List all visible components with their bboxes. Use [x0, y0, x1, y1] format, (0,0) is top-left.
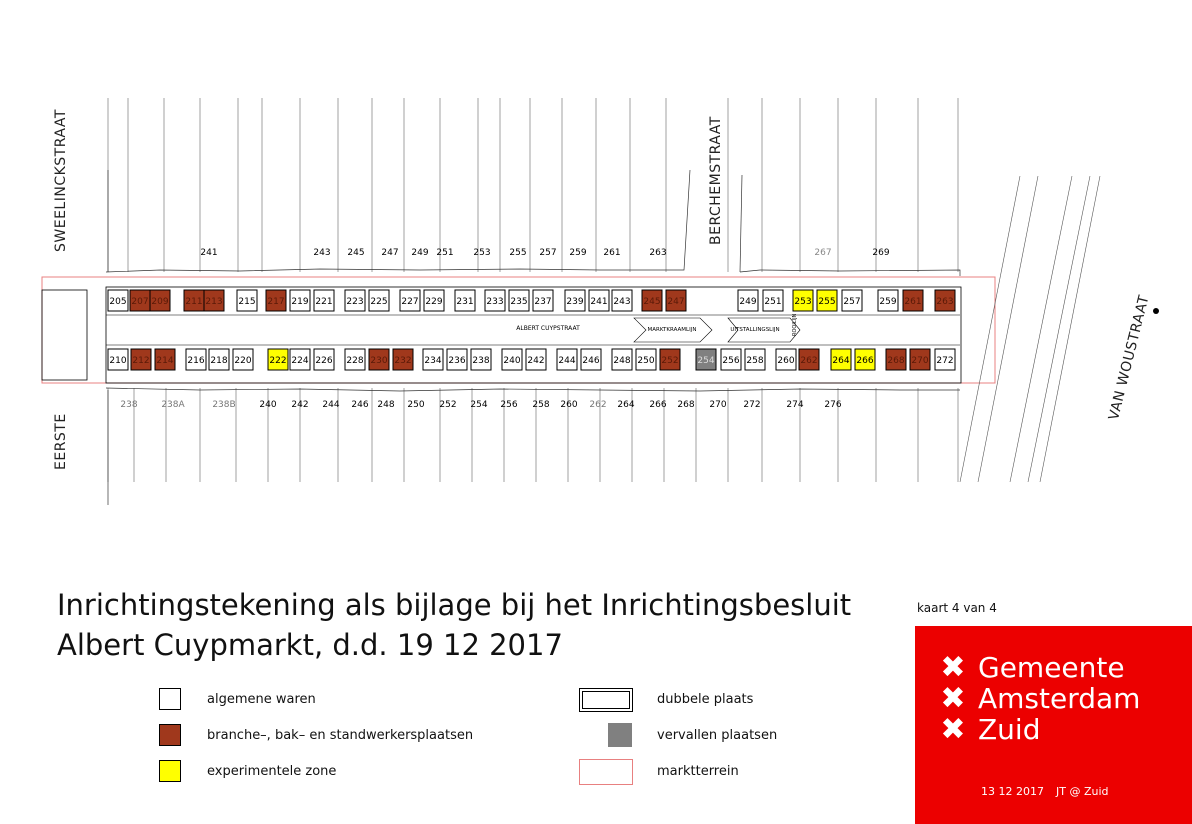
stall-number: 266 — [856, 356, 874, 366]
albert-cuypstraat-label: ALBERT CUYPSTRAAT — [516, 325, 580, 332]
stall-236 — [447, 349, 467, 370]
stall-228 — [345, 349, 365, 370]
footer-date: 13 12 2017 — [981, 785, 1044, 798]
stall-262 — [799, 349, 819, 370]
house-number: 248 — [377, 400, 395, 410]
stall-number: 210 — [109, 356, 127, 366]
stall-226 — [314, 349, 334, 370]
stall-number: 263 — [936, 297, 954, 307]
logo-line-2 — [940, 681, 1140, 716]
stall-212 — [131, 349, 151, 370]
stall-number: 216 — [187, 356, 205, 366]
house-number: 238A — [161, 400, 185, 410]
stall-239 — [565, 290, 585, 311]
stall-number: 232 — [394, 356, 412, 366]
house-number: 268 — [677, 400, 695, 410]
stall-number: 215 — [238, 297, 256, 307]
facade-lines — [106, 170, 960, 505]
stall-220 — [233, 349, 253, 370]
street-label-sweelinckstraat: SWEELINCKSTRAAT — [53, 109, 69, 252]
stall-number: 256 — [722, 356, 740, 366]
stall-number: 234 — [424, 356, 442, 366]
house-number: 258 — [532, 400, 550, 410]
stall-number: 252 — [661, 356, 679, 366]
stall-number: 205 — [109, 297, 127, 307]
rail-line — [1010, 176, 1072, 482]
stall-257 — [842, 290, 862, 311]
legend-swatch-algemeen — [159, 688, 181, 710]
stall-number: 233 — [486, 297, 504, 307]
legend-label-dubbel: dubbele plaats — [657, 692, 754, 707]
stall-246 — [581, 349, 601, 370]
stall-245 — [642, 290, 662, 311]
stall-243 — [612, 290, 632, 311]
stall-number: 214 — [156, 356, 174, 366]
stall-number: 217 — [267, 297, 285, 307]
rail-line — [1028, 176, 1090, 482]
stall-number: 251 — [764, 297, 782, 307]
legend-swatch-experimenteel — [159, 760, 181, 782]
stall-number: 209 — [151, 297, 169, 307]
stall-number: 218 — [210, 356, 228, 366]
stall-259 — [878, 290, 898, 311]
stall-number: 262 — [800, 356, 818, 366]
stall-250 — [636, 349, 656, 370]
marktkraamlijn-label: MARKTKRAAMLIJN — [647, 327, 697, 333]
stall-211 — [184, 290, 204, 311]
stall-268 — [886, 349, 906, 370]
stall-229 — [424, 290, 444, 311]
house-number: 270 — [709, 400, 727, 410]
house-number: 251 — [436, 248, 454, 258]
house-number: 257 — [539, 248, 557, 258]
stall-231 — [455, 290, 475, 311]
rail-line — [1040, 176, 1100, 482]
legend-label-algemeen: algemene waren — [207, 692, 316, 707]
page-title-line2: Albert Cuypmarkt, d.d. 19 12 2017 — [57, 628, 563, 662]
house-number: 247 — [381, 248, 399, 258]
house-number: 250 — [407, 400, 425, 410]
logo-line-3 — [940, 712, 1040, 747]
stall-number: 231 — [456, 297, 474, 307]
house-number: 264 — [617, 400, 635, 410]
map-sheet-number: kaart 4 van 4 — [917, 601, 997, 615]
house-number: 256 — [500, 400, 518, 410]
stall-number: 255 — [818, 297, 836, 307]
legend-swatch-terrein — [579, 759, 633, 785]
logo-line-1 — [940, 650, 1125, 685]
stall-242 — [526, 349, 546, 370]
stall-number: 260 — [777, 356, 795, 366]
stall-number: 220 — [234, 356, 252, 366]
stall-number: 239 — [566, 297, 584, 307]
rail-line — [978, 176, 1038, 482]
stall-number: 222 — [269, 356, 287, 366]
house-number: 263 — [649, 248, 667, 258]
page-title-line1: Inrichtingstekening als bijlage bij het Inrichtingsbesluit — [57, 588, 852, 622]
house-number: 238 — [120, 400, 138, 410]
legend-label-branche: branche–, bak– en standwerkersplaatsen — [207, 728, 474, 743]
stall-number: 236 — [448, 356, 466, 366]
stall-215 — [237, 290, 257, 311]
house-number: 240 — [259, 400, 277, 410]
stall-252 — [660, 349, 680, 370]
logo-text-gemeente: Gemeente — [978, 651, 1125, 684]
stall-number: 224 — [291, 356, 309, 366]
stall-213 — [204, 290, 224, 311]
house-number: 260 — [560, 400, 578, 410]
stall-240 — [502, 349, 522, 370]
legend-label-vervallen: vervallen plaatsen — [657, 728, 778, 743]
logo-text-zuid: Zuid — [978, 713, 1041, 746]
stall-233 — [485, 290, 505, 311]
stall-264 — [831, 349, 851, 370]
house-number: 274 — [786, 400, 804, 410]
house-number: 242 — [291, 400, 309, 410]
stall-261 — [903, 290, 923, 311]
stall-number: 249 — [739, 297, 757, 307]
stall-number: 225 — [370, 297, 388, 307]
stall-number: 235 — [510, 297, 528, 307]
house-number: 262 — [589, 400, 607, 410]
house-number: 241 — [200, 248, 218, 258]
stall-number: 219 — [291, 297, 309, 307]
stall-237 — [533, 290, 553, 311]
facade-south — [106, 388, 960, 391]
stall-number: 212 — [132, 356, 150, 366]
stall-number: 257 — [843, 297, 861, 307]
stall-number: 248 — [613, 356, 631, 366]
stall-219 — [290, 290, 310, 311]
street-label-eerste: EERSTE — [53, 413, 69, 470]
rail-line — [960, 176, 1020, 482]
house-number: 249 — [411, 248, 429, 258]
stall-255 — [817, 290, 837, 311]
stall-214 — [155, 349, 175, 370]
house-number: 243 — [313, 248, 331, 258]
legend-label-experimenteel: experimentele zone — [207, 764, 337, 779]
stall-205 — [108, 290, 128, 311]
rooilijn-label: ROOILIJN — [792, 313, 798, 336]
stall-258 — [745, 349, 765, 370]
house-number: 246 — [351, 400, 369, 410]
house-number: 253 — [473, 248, 491, 258]
stall-217 — [266, 290, 286, 311]
stall-218 — [209, 349, 229, 370]
legend-swatch-branche — [159, 724, 181, 746]
stall-216 — [186, 349, 206, 370]
stall-234 — [423, 349, 443, 370]
house-number: 238B — [212, 400, 236, 410]
stall-238 — [471, 349, 491, 370]
stall-number: 230 — [370, 356, 388, 366]
uitstallingslijn-label: UITSTALLINGSLIJN — [730, 327, 780, 333]
facade-berchem — [740, 175, 742, 272]
stall-number: 226 — [315, 356, 333, 366]
footer-author: JT @ Zuid — [1056, 785, 1109, 798]
legend-swatch-dubbel — [579, 688, 633, 712]
house-number: 269 — [872, 248, 890, 258]
stall-number: 272 — [936, 356, 954, 366]
house-number: 244 — [322, 400, 340, 410]
stall-224 — [290, 349, 310, 370]
house-number: 245 — [347, 248, 365, 258]
stall-227 — [400, 290, 420, 311]
house-number: 276 — [824, 400, 842, 410]
house-number: 259 — [569, 248, 587, 258]
stall-210 — [108, 349, 128, 370]
stall-209 — [150, 290, 170, 311]
stall-241 — [589, 290, 609, 311]
street-label-berchemstraat: BERCHEMSTRAAT — [708, 116, 724, 245]
stall-232 — [393, 349, 413, 370]
stall-number: 229 — [425, 297, 443, 307]
stall-number: 213 — [205, 297, 223, 307]
stall-number: 244 — [558, 356, 576, 366]
stall-number: 258 — [746, 356, 764, 366]
stall-256 — [721, 349, 741, 370]
reference-dot — [1153, 308, 1159, 314]
stall-272 — [935, 349, 955, 370]
stall-263 — [935, 290, 955, 311]
stall-230 — [369, 349, 389, 370]
stall-222 — [268, 349, 288, 370]
stall-number: 268 — [887, 356, 905, 366]
stall-number: 237 — [534, 297, 552, 307]
tram-rails — [960, 176, 1100, 482]
house-number: 266 — [649, 400, 667, 410]
house-number: 267 — [814, 248, 832, 258]
house-number: 272 — [743, 400, 761, 410]
stall-223 — [345, 290, 365, 311]
stall-number: 241 — [590, 297, 608, 307]
stall-260 — [776, 349, 796, 370]
stall-251 — [763, 290, 783, 311]
stall-221 — [314, 290, 334, 311]
stall-number: 221 — [315, 297, 333, 307]
stall-number: 223 — [346, 297, 364, 307]
stall-number: 270 — [911, 356, 929, 366]
house-number: 252 — [439, 400, 457, 410]
house-number: 261 — [603, 248, 621, 258]
house-number: 254 — [470, 400, 488, 410]
stall-number: 228 — [346, 356, 364, 366]
stall-number: 253 — [794, 297, 812, 307]
andreas-cross-icon: ✖ — [940, 681, 966, 716]
stall-235 — [509, 290, 529, 311]
stall-270 — [910, 349, 930, 370]
stall-number: 259 — [879, 297, 897, 307]
stall-207 — [130, 290, 150, 311]
stall-number: 227 — [401, 297, 419, 307]
stall-249 — [738, 290, 758, 311]
stall-number: 242 — [527, 356, 545, 366]
legend-swatch-vervallen — [608, 723, 632, 747]
stall-253 — [793, 290, 813, 311]
stall-number: 207 — [131, 297, 149, 307]
andreas-cross-icon: ✖ — [940, 712, 966, 747]
stall-244 — [557, 349, 577, 370]
street-block-left — [42, 290, 87, 380]
stall-number: 238 — [472, 356, 490, 366]
stall-number: 211 — [185, 297, 203, 307]
house-number: 255 — [509, 248, 527, 258]
stall-254 — [696, 349, 716, 370]
stall-248 — [612, 349, 632, 370]
stall-number: 245 — [643, 297, 661, 307]
stall-number: 254 — [697, 356, 715, 366]
street-label-van-woustraat: VAN WOUSTRAAT — [1106, 293, 1153, 422]
stall-number: 247 — [667, 297, 685, 307]
stall-number: 250 — [637, 356, 655, 366]
stall-266 — [855, 349, 875, 370]
stall-number: 243 — [613, 297, 631, 307]
stall-225 — [369, 290, 389, 311]
facade-north-east — [740, 270, 960, 276]
andreas-cross-icon: ✖ — [940, 650, 966, 685]
legend-label-terrein: marktterrein — [657, 764, 739, 779]
stall-number: 246 — [582, 356, 600, 366]
stall-number: 261 — [904, 297, 922, 307]
stall-number: 240 — [503, 356, 521, 366]
logo-text-amsterdam: Amsterdam — [978, 682, 1141, 715]
stall-number: 264 — [832, 356, 850, 366]
stall-247 — [666, 290, 686, 311]
